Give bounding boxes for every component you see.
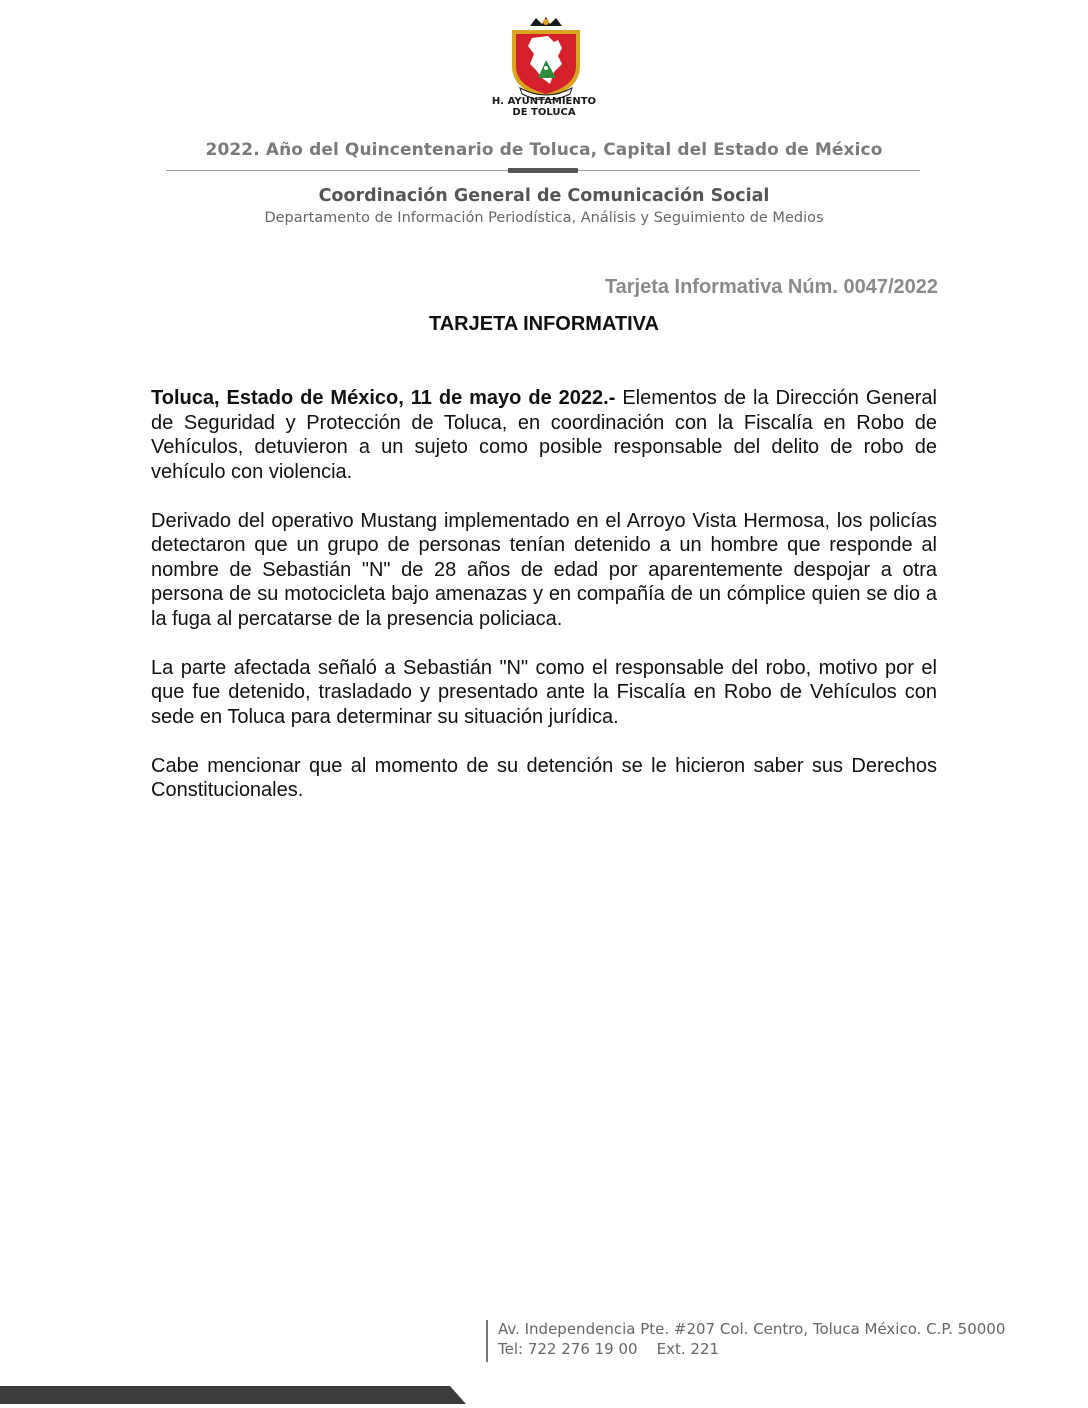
footer-phone: Tel: 722 276 19 00 Ext. 221 [498, 1340, 720, 1358]
logo-caption-line2: DE TOLUCA [512, 107, 576, 118]
paragraph-4 [151, 754, 937, 803]
paragraph-2 [151, 509, 937, 632]
logo-caption [470, 96, 618, 118]
paragraph-4-text: Cabe mencionar que al momento de su detención se le hicieron saber sus Derechos Constitucionales. [151, 754, 937, 801]
paragraph-3-text: La parte afectada señaló a Sebastián "N" como el responsable del robo, motivo por el que fue detenido, trasladado y presentado ante la Fiscalía en Robo de Vehículos con sede en Toluca para determinar su situación jurídica. [151, 656, 937, 728]
department-sub: Departamento de Información Periodística, Análisis y Seguimiento de Medios [264, 210, 824, 226]
document-body [151, 386, 937, 827]
paragraph-1 [151, 386, 937, 484]
logo-caption-line1: H. AYUNTAMIENTO [491, 96, 597, 107]
department-main: Coordinación General de Comunicación Social [318, 186, 770, 206]
footer-divider [486, 1320, 488, 1362]
document-title: TARJETA INFORMATIVA [429, 313, 659, 335]
dateline: Toluca, Estado de México, 11 de mayo de 2022.- [151, 387, 616, 409]
coat-of-arms-graphic [496, 16, 596, 100]
footer-band [0, 1386, 470, 1408]
header-motto: 2022. Año del Quincentenario de Toluca, Capital del Estado de México [205, 140, 883, 160]
paragraph-3 [151, 656, 937, 730]
paragraph-1-text: Elementos de la Dirección General de Seguridad y Protección de Toluca, en coordinación con la Fiscalía en Robo de Vehículos, detuvieron a un sujeto como posible responsable del delito de robo de vehículo con violencia. [151, 387, 937, 483]
paragraph-2-text: Derivado del operativo Mustang implementado en el Arroyo Vista Hermosa, los policías detectaron que un grupo de personas tenían detenido a un hombre que responde al nombre de Sebastián "N" de 28 años de edad por aparentemente despojar a otra persona de su motocicleta bajo amenazas y en compañía de un cómplice quien se dio a la fuga al percatarse de la presencia policiaca. [151, 509, 937, 630]
header-divider-accent [508, 168, 578, 173]
footer-address: Av. Independencia Pte. #207 Col. Centro, Toluca México. C.P. 50000 [498, 1320, 1006, 1338]
card-number: Tarjeta Informativa Núm. 0047/2022 [604, 276, 938, 298]
